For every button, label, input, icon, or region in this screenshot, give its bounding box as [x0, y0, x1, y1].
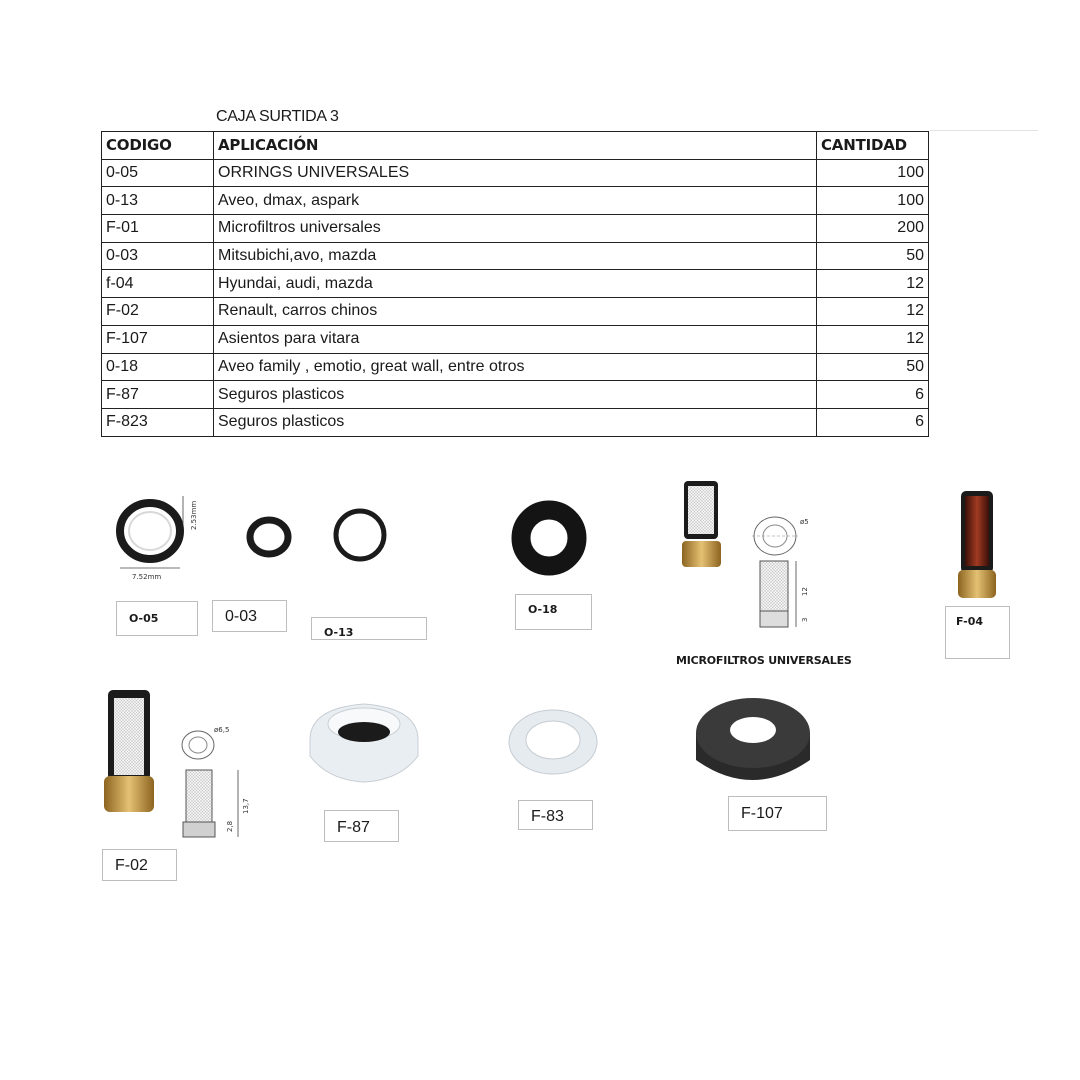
- cell-qty: 12: [817, 325, 929, 353]
- cell-code: 0-05: [102, 159, 214, 187]
- table-row: [102, 215, 929, 243]
- cell-code: 0-18: [102, 353, 214, 381]
- label-f107: F-107: [728, 796, 827, 831]
- f02-base-dim: 2,8: [226, 820, 234, 832]
- document-title: CAJA SURTIDA 3: [216, 108, 339, 125]
- label-o05: O-05: [116, 601, 198, 636]
- cell-application: Hyundai, audi, mazda: [214, 270, 817, 298]
- cell-code: f-04: [102, 270, 214, 298]
- f02-filter-image: [104, 690, 250, 837]
- cell-qty: 12: [817, 270, 929, 298]
- cell-code: F-87: [102, 381, 214, 409]
- f87-clip-image: [310, 704, 418, 782]
- o05-width-dim: 7.52mm: [132, 573, 162, 581]
- o03-oring-image: [250, 520, 288, 554]
- cell-qty: 200: [817, 215, 929, 243]
- product-photos: [0, 460, 1080, 900]
- f02-len-dim: 13,7: [242, 798, 250, 814]
- table-row: [102, 325, 929, 353]
- table-row: [102, 408, 929, 436]
- table-row: [102, 242, 929, 270]
- table-row: [102, 381, 929, 409]
- o05-thick-dim: 2.53mm: [190, 500, 198, 530]
- table-row: [102, 187, 929, 215]
- cell-code: F-823: [102, 408, 214, 436]
- cell-qty: 100: [817, 187, 929, 215]
- cell-qty: 6: [817, 408, 929, 436]
- inventory-table: [101, 131, 929, 437]
- table-row: [102, 270, 929, 298]
- cell-application: Mitsubichi,avo, mazda: [214, 242, 817, 270]
- f107-seat-image: [696, 698, 810, 780]
- f04-filter-image: [958, 491, 996, 598]
- microfiltro-image: [682, 481, 809, 627]
- f01-len-dim: 12: [801, 587, 809, 596]
- label-o13: O-13: [311, 617, 427, 640]
- f83-ring-image: [509, 710, 597, 774]
- cell-code: F-02: [102, 298, 214, 326]
- divider: [930, 130, 1038, 131]
- cell-qty: 6: [817, 381, 929, 409]
- header-cantidad: CANTIDAD: [817, 132, 929, 160]
- label-o03: 0-03: [212, 600, 287, 632]
- f01-dia-dim: ø5: [800, 518, 809, 526]
- table-header-row: [102, 132, 929, 160]
- cell-qty: 50: [817, 242, 929, 270]
- cell-application: Aveo, dmax, aspark: [214, 187, 817, 215]
- cell-application: Asientos para vitara: [214, 325, 817, 353]
- cell-application: ORRINGS UNIVERSALES: [214, 159, 817, 187]
- cell-qty: 100: [817, 159, 929, 187]
- cell-code: F-107: [102, 325, 214, 353]
- cell-qty: 50: [817, 353, 929, 381]
- f01-base-dim: 3: [801, 617, 809, 622]
- cell-code: F-01: [102, 215, 214, 243]
- table-row: [102, 353, 929, 381]
- label-f83: F-83: [518, 800, 593, 830]
- header-codigo: CODIGO: [102, 132, 214, 160]
- label-f04: F-04: [945, 606, 1010, 659]
- cell-application: Microfiltros universales: [214, 215, 817, 243]
- cell-application: Aveo family , emotio, great wall, entre otros: [214, 353, 817, 381]
- o18-oring-image: [521, 510, 577, 566]
- table-row: [102, 298, 929, 326]
- table-row: [102, 159, 929, 187]
- o13-oring-image: [336, 511, 384, 559]
- cell-application: Renault, carros chinos: [214, 298, 817, 326]
- label-f87: F-87: [324, 810, 399, 842]
- cell-qty: 12: [817, 298, 929, 326]
- cell-code: 0-13: [102, 187, 214, 215]
- cell-code: 0-03: [102, 242, 214, 270]
- microfiltros-caption: MICROFILTROS UNIVERSALES: [676, 654, 852, 667]
- label-f02: F-02: [102, 849, 177, 881]
- cell-application: Seguros plasticos: [214, 408, 817, 436]
- f02-dia-dim: ø6,5: [214, 726, 230, 734]
- o05-oring-image: [120, 496, 198, 581]
- label-o18: O-18: [515, 594, 592, 630]
- header-aplicacion: APLICACIÓN: [214, 132, 817, 160]
- cell-application: Seguros plasticos: [214, 381, 817, 409]
